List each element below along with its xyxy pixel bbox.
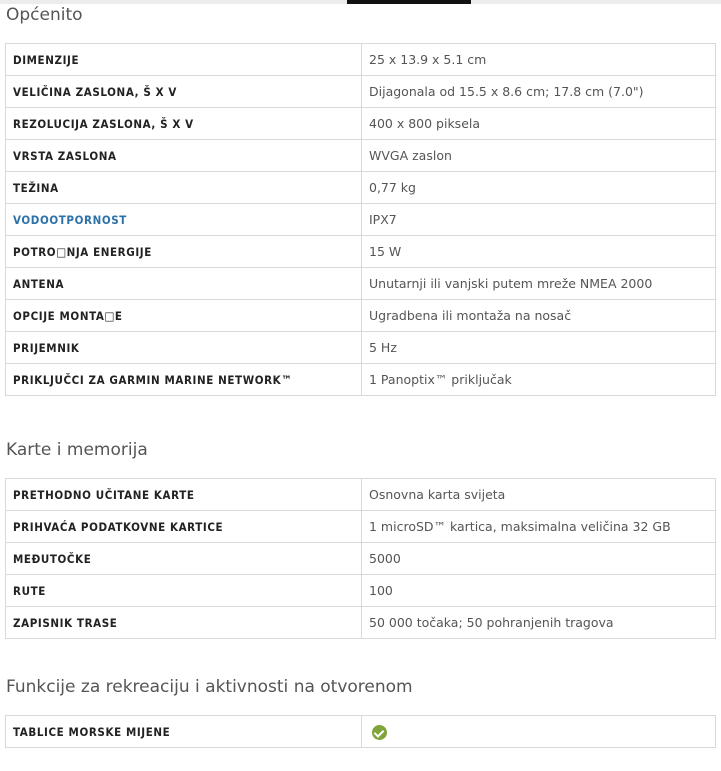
spec-label: VELIČINA ZASLONA, Š X V [6, 76, 362, 108]
table-row [6, 76, 716, 108]
spec-label: PRIHVAĆA PODATKOVNE KARTICE [6, 511, 362, 543]
spec-value: Ugradbena ili montaža na nosač [362, 300, 716, 332]
spec-value: 1 microSD™ kartica, maksimalna veličina 32 GB [362, 511, 716, 543]
spec-value: 100 [362, 575, 716, 607]
section-title-maps-memory: Karte i memorija [6, 440, 148, 460]
active-tab-indicator [347, 0, 471, 4]
table-row [6, 511, 716, 543]
spec-label: MEĐUTOČKE [6, 543, 362, 575]
spec-value: 50 000 točaka; 50 pohranjenih tragova [362, 607, 716, 639]
spec-label: TEŽINA [6, 172, 362, 204]
spec-value: IPX7 [362, 204, 716, 236]
spec-value [362, 716, 716, 748]
spec-label: DIMENZIJE [6, 44, 362, 76]
spec-value: Dijagonala od 15.5 x 8.6 cm; 17.8 cm (7.0") [362, 76, 716, 108]
spec-label: VRSTA ZASLONA [6, 140, 362, 172]
table-row [6, 364, 716, 396]
maps-memory-specs-table [5, 478, 716, 639]
spec-value: 0,77 kg [362, 172, 716, 204]
section-title-outdoor-features: Funkcije za rekreaciju i aktivnosti na otvorenom [6, 677, 413, 697]
spec-value: 400 x 800 piksela [362, 108, 716, 140]
table-row [6, 716, 716, 748]
spec-value: 15 W [362, 236, 716, 268]
table-row [6, 268, 716, 300]
table-row [6, 204, 716, 236]
table-row [6, 140, 716, 172]
spec-value: Unutarnji ili vanjski putem mreže NMEA 2000 [362, 268, 716, 300]
spec-label: ZAPISNIK TRASE [6, 607, 362, 639]
spec-label: PRIKLJUČCI ZA GARMIN MARINE NETWORK™ [6, 364, 362, 396]
spec-label: ANTENA [6, 268, 362, 300]
table-row [6, 44, 716, 76]
spec-label: REZOLUCIJA ZASLONA, Š X V [6, 108, 362, 140]
spec-label: POTRO□NJA ENERGIJE [6, 236, 362, 268]
spec-label: PRIJEMNIK [6, 332, 362, 364]
spec-value: WVGA zaslon [362, 140, 716, 172]
top-tab-bar [0, 0, 721, 4]
table-row [6, 172, 716, 204]
table-row [6, 575, 716, 607]
table-row [6, 108, 716, 140]
section-title-general: Općenito [6, 5, 83, 25]
table-row [6, 607, 716, 639]
spec-value: 1 Panoptix™ priključak [362, 364, 716, 396]
spec-label: PRETHODNO UČITANE KARTE [6, 479, 362, 511]
check-circle-icon [372, 725, 387, 740]
spec-value: 25 x 13.9 x 5.1 cm [362, 44, 716, 76]
table-row [6, 300, 716, 332]
spec-label: TABLICE MORSKE MIJENE [6, 716, 362, 748]
outdoor-features-specs-table [5, 715, 716, 748]
spec-label: RUTE [6, 575, 362, 607]
table-row [6, 543, 716, 575]
spec-value: Osnovna karta svijeta [362, 479, 716, 511]
spec-label-link-waterproof[interactable]: VODOOTPORNOST [6, 204, 362, 236]
spec-label: OPCIJE MONTA□E [6, 300, 362, 332]
table-row [6, 479, 716, 511]
spec-value: 5 Hz [362, 332, 716, 364]
spec-value: 5000 [362, 543, 716, 575]
table-row [6, 332, 716, 364]
table-row [6, 236, 716, 268]
general-specs-table [5, 43, 716, 396]
